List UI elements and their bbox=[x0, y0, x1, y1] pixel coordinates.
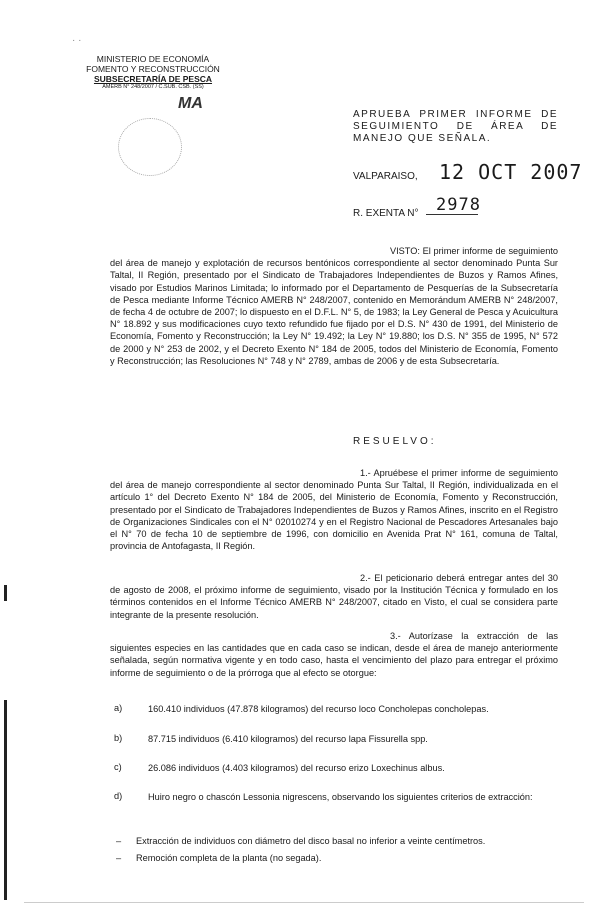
bullet-text: Remoción completa de la planta (no segada). bbox=[136, 853, 322, 863]
scan-edge-bar bbox=[4, 700, 7, 900]
stamped-date: 12 OCT 2007 bbox=[439, 160, 583, 184]
resolution-subject: APRUEBA PRIMER INFORME DE SEGUIMIENTO DE ÁREA DE MANEJO QUE SEÑALA. bbox=[353, 109, 558, 144]
ministry-name: MINISTERIO DE ECONOMÍA bbox=[96, 54, 210, 64]
list-item-label: c) bbox=[114, 762, 122, 772]
scan-speck: · · bbox=[72, 35, 82, 46]
list-item-text: Huiro negro o chascón Lessonia nigrescens, observando los siguientes criterios de extracción: bbox=[148, 792, 533, 802]
list-item-text: 26.086 individuos (4.403 kilogramos) del recurso erizo Loxechinus albus. bbox=[148, 763, 445, 773]
exenta-underline bbox=[426, 214, 478, 215]
scan-edge-mark bbox=[4, 585, 7, 601]
list-item-label: d) bbox=[114, 791, 123, 801]
exenta-label: R. EXENTA N° bbox=[353, 208, 419, 219]
place-label: VALPARAISO, bbox=[353, 171, 418, 182]
reference-code: AMERB N° 248/2007 / C.SUB. CSB. (SS) bbox=[102, 84, 204, 90]
bullet-mark: – bbox=[116, 836, 122, 846]
bullet-text: Extracción de individuos con diámetro del disco basal no inferior a veinte centímetros. bbox=[136, 836, 486, 846]
exenta-number: 2978 bbox=[436, 195, 481, 215]
list-item-label: a) bbox=[114, 703, 123, 713]
article-2: 2.- El peticionario deberá entregar antes del 30 de agosto de 2008, el próximo informe de seguimiento, visado por la Institución Técnica y formulado en los términos contenidos en el Informe Técnico AMERB N° 248/2007, citado en Visto, el cual se considera parte integrante de la presente resolución. bbox=[110, 573, 558, 620]
bullet-mark: – bbox=[116, 853, 122, 863]
official-seal-stamp bbox=[118, 118, 182, 176]
list-item-text: 87.715 individuos (6.410 kilogramos) del recurso lapa Fissurella spp. bbox=[148, 734, 428, 744]
article-3: 3.- Autorízase la extracción de las siguientes especies en las cantidades que en cada caso se indican, desde el área de manejo anteriormente señalada, según normativa vigente y en todo caso, hasta el vencimiento del plazo para entregar el próximo informe de seguimiento o de la prórroga que al efecto se otorgue: bbox=[110, 631, 558, 678]
ministry-subtitle: FOMENTO Y RECONSTRUCCIÓN bbox=[86, 64, 220, 74]
list-item-text: 160.410 individuos (47.878 kilogramos) del recurso loco Concholepas concholepas. bbox=[148, 704, 489, 714]
page-bottom-rule bbox=[24, 902, 584, 903]
handwritten-initials: MA bbox=[178, 95, 203, 112]
undersecretariat-name: SUBSECRETARÍA DE PESCA bbox=[93, 74, 213, 84]
list-item-label: b) bbox=[114, 733, 123, 743]
resuelvo-heading: RESUELVO: bbox=[353, 436, 437, 447]
article-1: 1.- Apruébese el primer informe de seguimiento del área de manejo correspondiente al sector denominado Punta Sur Taltal, II Región, individualizada en el artículo 1° del Decreto Exento N° 184 de 2005, del Ministerio de Economía, Fomento y Reconstrucción, presentado por el Sindicato de Trabajadores Independientes de Buzos y Ramos Afines, inscrito en el Registro de Organizaciones Sindicales con el N° 02010274 y en el Registro Nacional de Pescadores Artesanales bajo el N° 70 de fecha 10 de septiembre de 1996, con domicilio en Avenida Prat N° 161, comuna de Taltal, provincia de Antofagasta, II Región. bbox=[110, 468, 558, 552]
letterhead bbox=[68, 54, 238, 91]
visto-paragraph: VISTO: El primer informe de seguimiento del área de manejo y explotación de recursos bentónicos correspondiente al sector denominado Punta Sur Taltal, II Región, presentado por el Sindicato de Trabajadores Independientes de Buzos y Ramos Afines, visado por Estudios Marinos Limitada; lo informado por el Departamento de Pesquerías de la Subsecretaría de Pesca mediante Informe Técnico AMERB N° 248/2007, contenido en Memorándum AMERB N° 248/2007, de fecha 4 de octubre de 2007; lo dispuesto en el D.F.L. N° 5, de 1983; la Ley General de Pesca y Acuicultura N° 18.892 y sus modificaciones cuyo texto refundido fue fijado por el D.S. N° 430 de 1991, del Ministerio de Economía, Fomento y Reconstrucción; la Ley N° 19.492; la Ley N° 19.880; los D.S. N° 355 de 1995, N° 572 de 2000 y N° 253 de 2002, y el Decreto Exento N° 184 de 2005, todos del Ministerio de Economía, Fomento y Reconstrucción; las Resoluciones N° 748 y N° 2789, ambas de 2006 y de esta Subsecretaría. bbox=[110, 246, 558, 366]
